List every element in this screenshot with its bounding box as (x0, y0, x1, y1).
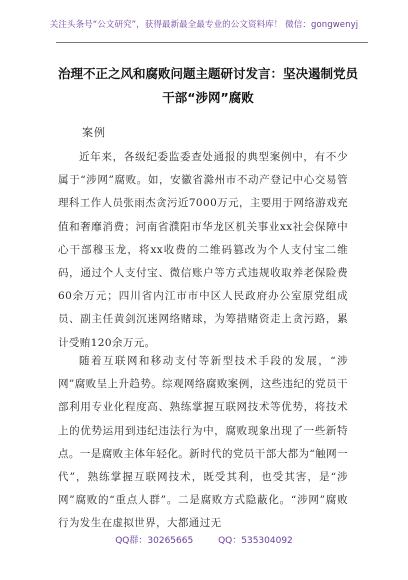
header-banner: 关注头条号“公文研究”，获得最新最全最专业的公文资料库！ 微信：gongwenyj (49, 20, 359, 30)
header-divider (56, 42, 368, 43)
document-title: 治理不正之风和腐败问题主题研讨发言：坚决遏制党员干部“涉网”腐败 (58, 66, 359, 105)
paragraph-2: 随着互联网和移动支付等新型技术手段的发展，“涉网”腐败呈上升趋势。综观网络腐败案例，这些违纪的党员干部利用专业化程度高、熟练掌握互联网技术等优势，将技术上的优势运用到违纪违法行为中，腐败现象出现了一些新特点。一是腐败主体年轻化。新时代的党员干部大都为“触网一代”，熟练掌握互联网技术，既受其利，也受其害，是“涉网”腐败的“重点人群”。二是腐败方式隐蔽化。“涉网”腐败行为发生在虚拟世界，大都通过无 (58, 355, 348, 530)
section-heading: 案例 (82, 126, 106, 139)
footer-qq: QQ：535304092 (218, 536, 293, 546)
paragraph-1: 近年来，各级纪委监委查处通报的典型案例中，有不少属于“涉网”腐败。如，安徽省滁州市不动产登记中心交易管理科工作人员张雨杰贪污近7000万元，主要用于网络游戏充值和奢靡消费；河南省濮阳市华龙区机关事业xx社会保障中心干部穆玉龙，将xx收费的二维码篡改为个人支付宝二维码，通过个人支付宝、微信账户等方式违规收取养老保险费60余万元；四川省内江市市中区人民政府办公室原党组成员、副主任黄剑沉迷网络赌球，为筹措赌资走上贪污路，累计受贿120余万元。 (58, 151, 348, 349)
footer-contact (0, 533, 408, 546)
footer-qq-group: QQ群：30265665 (115, 536, 194, 546)
